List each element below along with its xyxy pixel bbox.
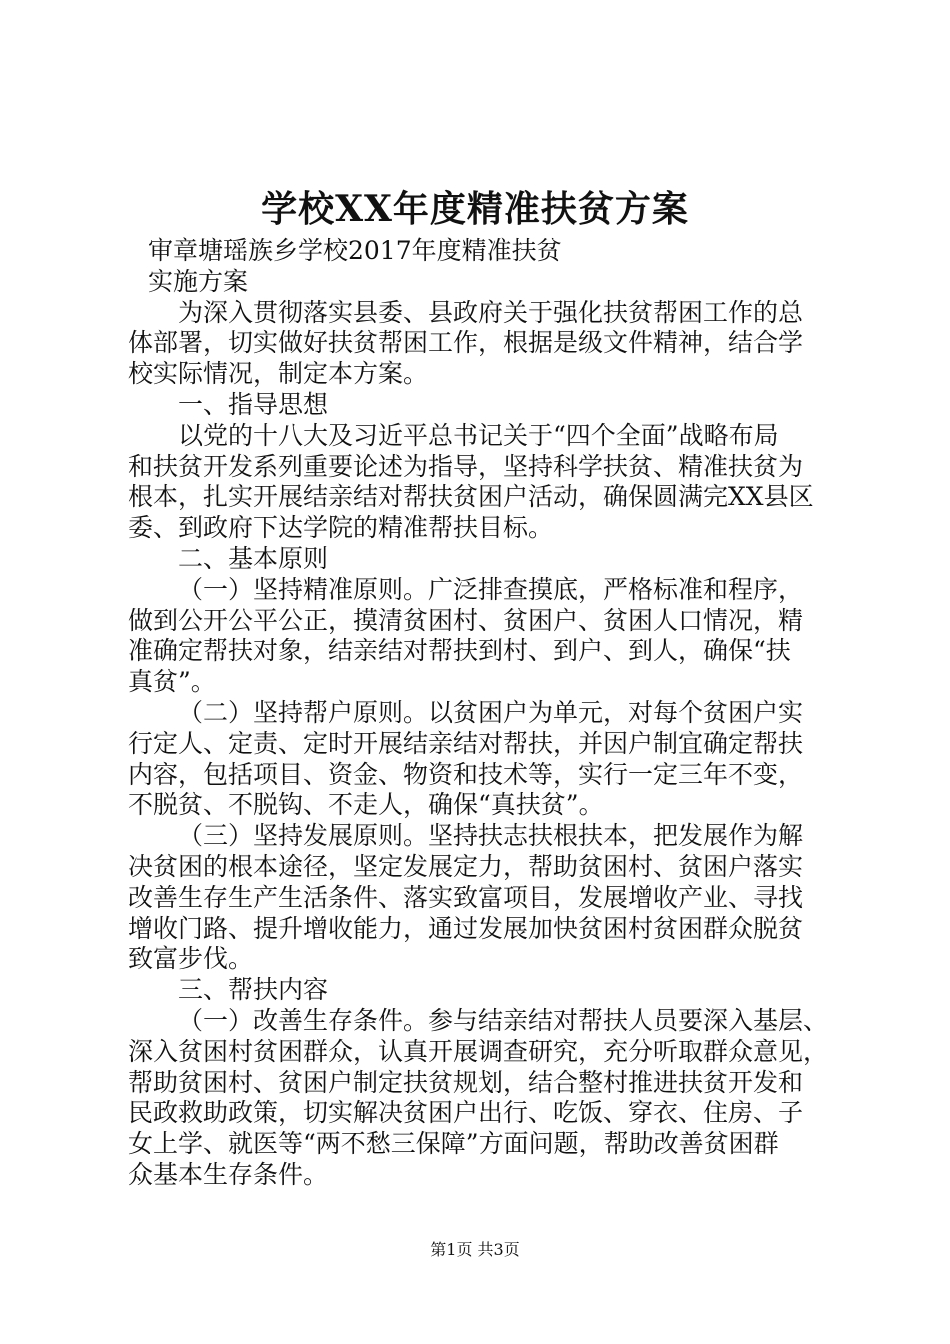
text-line: 做到公开公平公正，摸清贫困村、贫困户、贫困人口情况，精 (128, 605, 804, 635)
text-line: 行定人、定责、定时开展结亲结对帮扶，并因户制宜确定帮扶 (128, 728, 804, 758)
text-line: 以党的十八大及习近平总书记关于“四个全面”战略布局 (178, 420, 779, 450)
text-line: 委、到政府下达学院的精准帮扶目标。 (128, 513, 554, 543)
text-line: 根本，扎实开展结亲结对帮扶贫困户活动，确保圆满完XX县区 (128, 482, 814, 512)
document-body (128, 236, 828, 1191)
text-line: 准确定帮扶对象，结亲结对帮扶到村、到户、到人，确保“扶 (128, 636, 791, 666)
document-title: 学校XX年度精准扶贫方案 (261, 188, 689, 230)
text-line: 众基本生存条件。 (128, 1159, 329, 1189)
text-line: （三）坚持发展原则。坚持扶志扶根扶本，把发展作为解 (178, 821, 804, 851)
text-line: 三、帮扶内容 (178, 975, 329, 1005)
text-line: 内容，包括项目、资金、物资和技术等，实行一定三年不变， (128, 759, 804, 789)
text-line: 真贫”。 (128, 667, 216, 697)
text-line: （一）改善生存条件。参与结亲结对帮扶人员要深入基层、 (178, 1005, 829, 1035)
text-line: （一）坚持精准原则。广泛排查摸底，严格标准和程序， (178, 574, 804, 604)
text-line: 不脱贫、不脱钩、不走人，确保“真扶贫”。 (128, 790, 604, 820)
text-line: （二）坚持帮户原则。以贫困户为单元，对每个贫困户实 (178, 697, 804, 727)
text-line: 和扶贫开发系列重要论述为指导，坚持科学扶贫、精准扶贫为 (128, 451, 804, 481)
text-line: 审章塘瑶族乡学校2017年度精准扶贫 (148, 236, 562, 265)
text-line: 体部署，切实做好扶贫帮困工作，根据是级文件精神，结合学 (128, 328, 804, 358)
text-line: 增收门路、提升增收能力，通过发展加快贫困村贫困群众脱贫 (128, 913, 804, 943)
text-line: 帮助贫困村、贫困户制定扶贫规划，结合整村推进扶贫开发和 (128, 1067, 804, 1097)
text-line: 深入贫困村贫困群众，认真开展调查研究，充分听取群众意见， (128, 1036, 829, 1066)
page-footer: 第1页 共3页 (430, 1240, 520, 1259)
text-line: 民政救助政策，切实解决贫困户出行、吃饭、穿衣、住房、子 (128, 1098, 804, 1128)
text-line: 女上学、就医等“两不愁三保障”方面问题，帮助改善贫困群 (128, 1129, 779, 1159)
text-line: 为深入贯彻落实县委、县政府关于强化扶贫帮困工作的总 (178, 297, 804, 327)
text-line: 二、基本原则 (178, 543, 329, 573)
text-line: 致富步伐。 (128, 944, 254, 974)
text-line: 一、指导思想 (178, 389, 329, 419)
text-line: 改善生存生产生活条件、落实致富项目，发展增收产业、寻找 (128, 882, 804, 912)
text-line: 决贫困的根本途径，坚定发展定力，帮助贫困村、贫困户落实 (128, 851, 804, 881)
text-line: 校实际情况，制定本方案。 (128, 359, 429, 389)
text-line: 实施方案 (148, 266, 249, 296)
